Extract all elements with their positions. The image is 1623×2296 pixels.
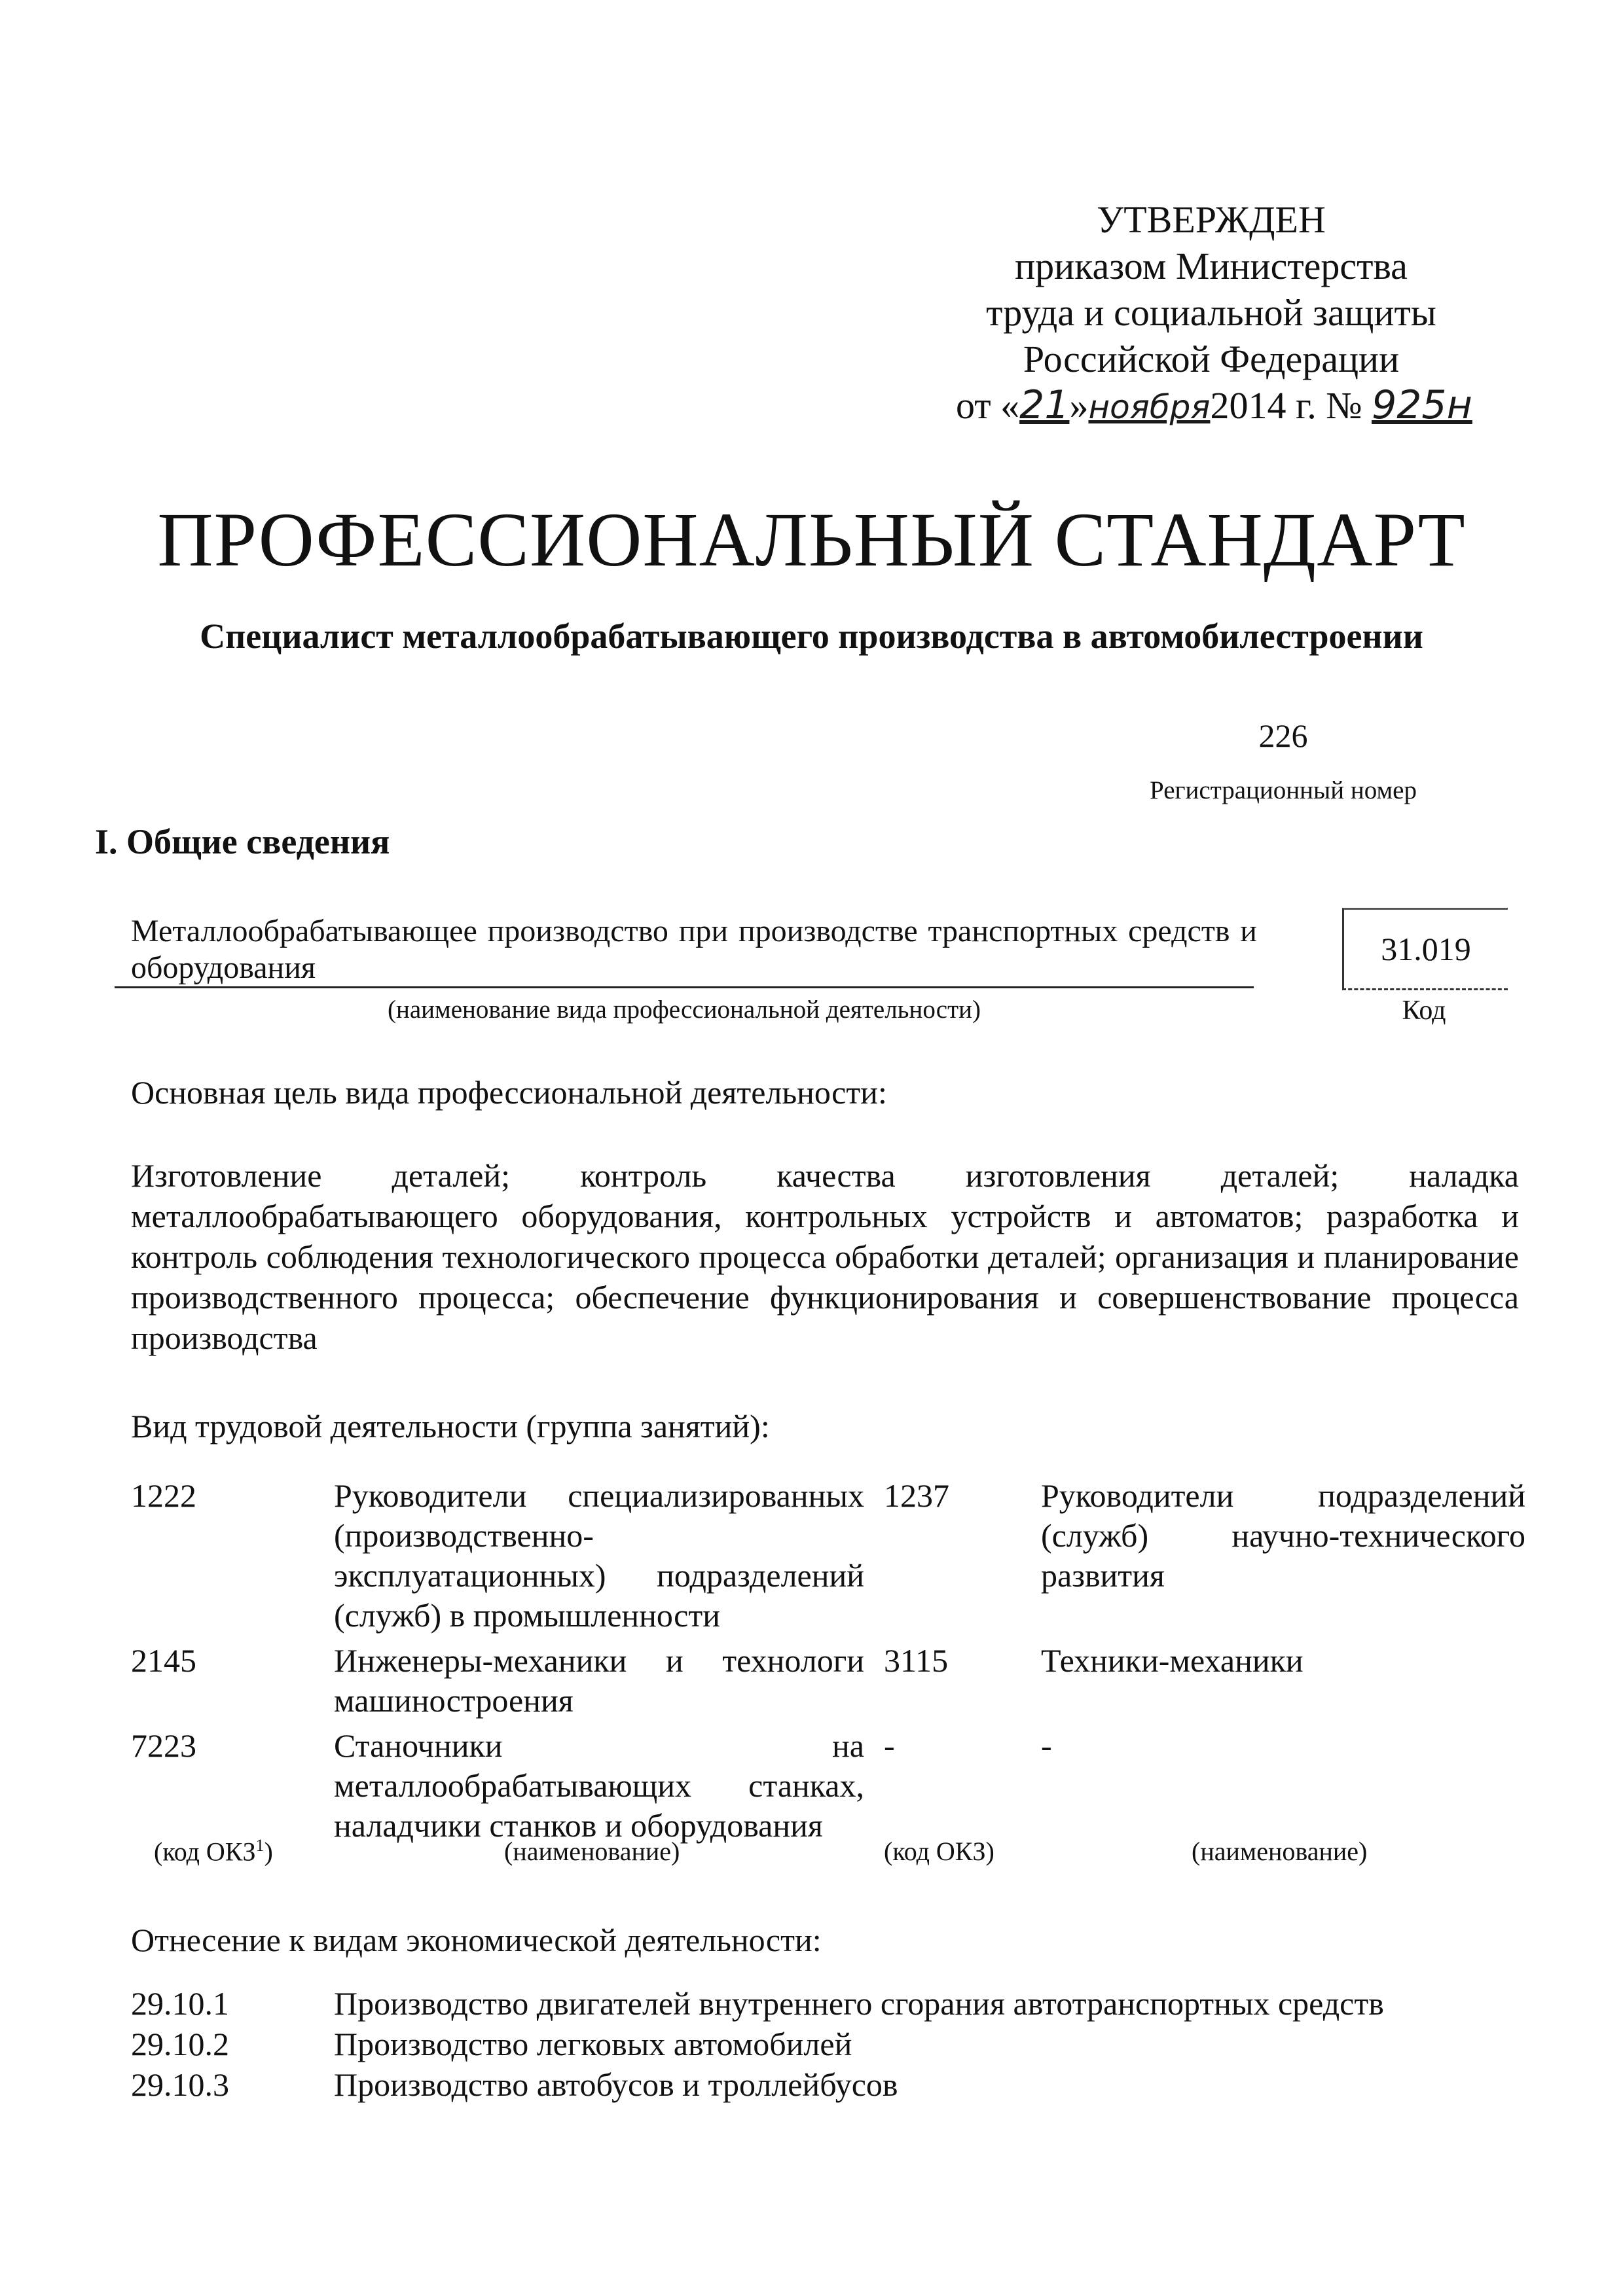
okved-name: Производство двигателей внутреннего сгорания автотранспортных средств: [334, 1985, 1384, 2022]
activity-code-box: [1342, 908, 1508, 990]
okz-code-caption: [154, 1836, 273, 1867]
okz-name: Инженеры-механики и технологи машиностроения: [334, 1642, 864, 1719]
activity-code: 31.019: [1381, 931, 1471, 967]
approval-line-order: приказом Министерства: [1015, 245, 1408, 287]
activity-code-caption: Код: [1402, 996, 1446, 1026]
occupation-table: [131, 1476, 1525, 1851]
approval-block: [956, 196, 1472, 431]
economic-activity-table: [131, 1983, 1384, 2105]
approval-line-country: Российской Федерации: [1023, 338, 1400, 380]
okz-name: Станочники на металлообрабатывающих станках, наладчики станков и оборудования: [334, 1727, 864, 1844]
date-year: 2014 г. №: [1210, 384, 1362, 427]
okz-name: Руководители подразделений (служб) научно-технического развития: [1041, 1477, 1525, 1594]
document-title: ПРОФЕССИОНАЛЬНЫЙ СТАНДАРТ: [157, 497, 1466, 583]
okz-code: -: [884, 1727, 895, 1764]
okved-code: 29.10.3: [131, 2066, 229, 2103]
economic-activity-row: [131, 2024, 1384, 2064]
okved-name: Производство автобусов и троллейбусов: [334, 2066, 898, 2103]
activity-underline: [115, 986, 1254, 988]
occupation-row: [131, 1476, 1525, 1641]
occupation-label: Вид трудовой деятельности (группа занятий):: [131, 1408, 770, 1444]
okz-code-caption-text: (код ОКЗ: [154, 1837, 256, 1867]
occupation-row: [131, 1641, 1525, 1726]
date-prefix: от «: [956, 384, 1020, 427]
okved-code: 29.10.2: [131, 2026, 229, 2062]
okz-code: 1237: [884, 1477, 949, 1514]
okz-name-caption-2: (наименование): [1192, 1837, 1368, 1866]
registration-caption: Регистрационный номер: [1150, 776, 1417, 804]
goal-text: Изготовление деталей; контроль качества изготовления деталей; наладка металлообрабатывающего оборудования, контрольных устройств и автоматов; разработка и контроль соблюдения технологического процесса обработки деталей; организация и планирование производственного процесса; обеспечение функционирования и совершенствование процесса производства: [131, 1157, 1519, 1356]
handwritten-month: ноября: [1088, 388, 1211, 426]
economic-activity-row: [131, 1983, 1384, 2024]
footnote-mark: 1: [255, 1836, 264, 1855]
goal-label: Основная цель вида профессиональной деятельности:: [131, 1074, 887, 1111]
okz-code: 3115: [884, 1642, 949, 1679]
okz-name: -: [1041, 1727, 1052, 1764]
okz-code: 1222: [131, 1477, 196, 1514]
okved-name: Производство легковых автомобилей: [334, 2026, 852, 2062]
economic-activity-label: Отнесение к видам экономической деятельности:: [131, 1922, 822, 1958]
okz-name: Техники-механики: [1041, 1642, 1304, 1679]
okz-name: Руководители специализированных (производственно-эксплуатационных) подразделений (служб) в промышленности: [334, 1477, 864, 1634]
approval-heading: УТВЕРЖДЕН: [1097, 198, 1326, 241]
document-subtitle: Специалист металлообрабатывающего производства в автомобилестроении: [200, 617, 1423, 656]
approval-line-ministry: труда и социальной защиты: [986, 291, 1436, 334]
okved-code: 29.10.1: [131, 1985, 229, 2022]
section-heading: I. Общие сведения: [95, 822, 390, 861]
okz-code: 7223: [131, 1727, 196, 1764]
handwritten-day: 21: [1019, 382, 1070, 428]
okz-code-caption-2: (код ОКЗ): [884, 1837, 994, 1866]
occupation-row: [131, 1726, 1525, 1851]
okz-code: 2145: [131, 1642, 196, 1679]
economic-activity-row: [131, 2064, 1384, 2105]
activity-name: Металлообрабатывающее производство при производстве транспортных средств и оборудования: [131, 914, 1257, 985]
activity-caption: (наименование вида профессиональной деятельности): [387, 996, 981, 1024]
approval-date-line: [956, 382, 1472, 431]
handwritten-order-number: 925н: [1372, 382, 1472, 428]
okz-name-caption: (наименование): [504, 1837, 680, 1866]
date-mid: »: [1069, 384, 1089, 427]
okz-code-caption-close: ): [264, 1837, 273, 1867]
registration-number: 226: [1258, 717, 1308, 754]
